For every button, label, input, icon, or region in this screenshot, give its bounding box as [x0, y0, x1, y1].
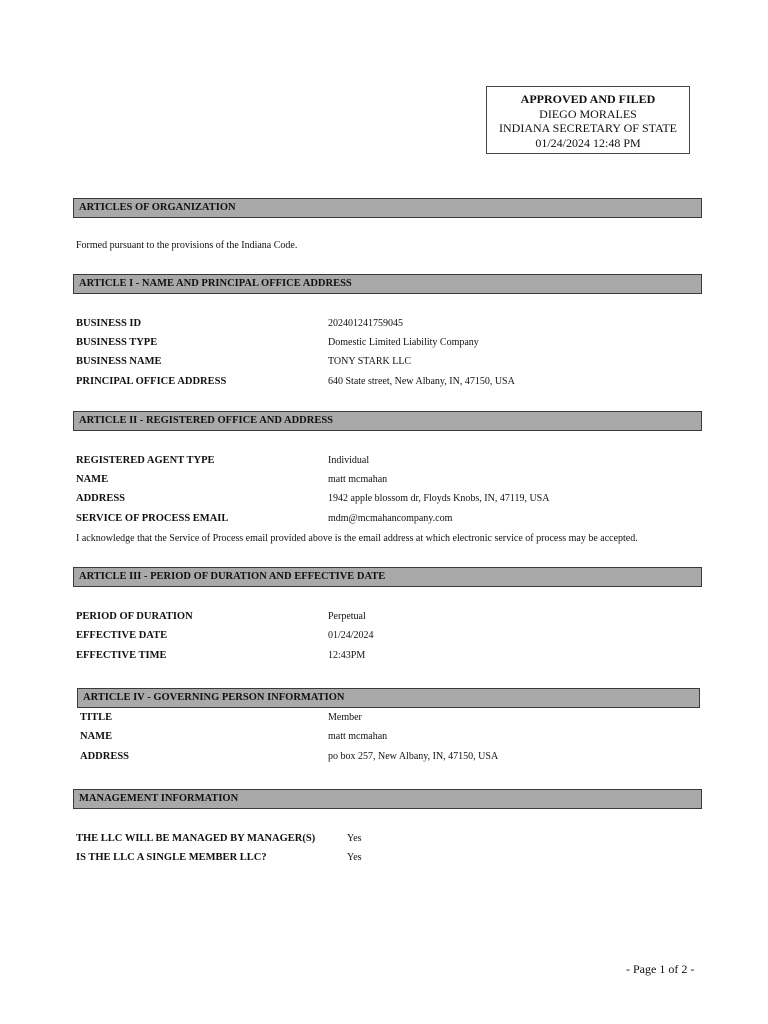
field-label-governing-address: ADDRESS — [80, 751, 130, 762]
field-value-principal-office-address: 640 State street, New Albany, IN, 47150, USA — [328, 376, 515, 387]
field-value-service-of-process-email: mdm@mcmahancompany.com — [328, 513, 453, 524]
field-label-period-of-duration: PERIOD OF DURATION — [76, 611, 193, 622]
section-heading-management: MANAGEMENT INFORMATION — [73, 789, 702, 809]
section-heading-article-2: ARTICLE II - REGISTERED OFFICE AND ADDRESS — [73, 411, 702, 431]
field-label-governing-title: TITLE — [80, 712, 113, 723]
field-label-business-type: BUSINESS TYPE — [76, 337, 158, 348]
field-label-service-of-process-email: SERVICE OF PROCESS EMAIL — [76, 513, 229, 524]
field-label-business-id: BUSINESS ID — [76, 318, 142, 329]
stamp-datetime: 01/24/2024 12:48 PM — [535, 135, 641, 150]
field-value-managed-by-managers: Yes — [347, 833, 362, 844]
field-label-agent-address: ADDRESS — [76, 493, 126, 504]
section-heading-article-3: ARTICLE III - PERIOD OF DURATION AND EFFECTIVE DATE — [73, 567, 702, 587]
stamp-name: DIEGO MORALES — [539, 106, 637, 121]
field-label-principal-office-address: PRINCIPAL OFFICE ADDRESS — [76, 376, 227, 387]
section-heading-articles-of-organization: ARTICLES OF ORGANIZATION — [73, 198, 702, 218]
field-value-business-type: Domestic Limited Liability Company — [328, 337, 479, 348]
page-number: - Page 1 of 2 - — [626, 962, 695, 976]
field-value-effective-date: 01/24/2024 — [328, 630, 374, 641]
section-heading-article-4: ARTICLE IV - GOVERNING PERSON INFORMATION — [77, 688, 700, 708]
field-label-managed-by-managers: THE LLC WILL BE MANAGED BY MANAGER(S) — [76, 833, 316, 844]
field-label-business-name: BUSINESS NAME — [76, 356, 162, 367]
field-value-agent-address: 1942 apple blossom dr, Floyds Knobs, IN, 47119, USA — [328, 493, 550, 504]
field-label-agent-name: NAME — [76, 474, 109, 485]
field-value-single-member-llc: Yes — [347, 852, 362, 863]
field-value-registered-agent-type: Individual — [328, 455, 370, 466]
field-label-effective-date: EFFECTIVE DATE — [76, 630, 168, 641]
field-value-agent-name: matt mcmahan — [328, 474, 388, 485]
filing-stamp — [486, 86, 690, 154]
field-value-period-of-duration: Perpetual — [328, 611, 366, 622]
field-label-governing-name: NAME — [80, 731, 113, 742]
intro-text: Formed pursuant to the provisions of the Indiana Code. — [76, 240, 298, 251]
field-value-governing-title: Member — [328, 712, 362, 723]
field-value-governing-address: po box 257, New Albany, IN, 47150, USA — [328, 751, 499, 762]
field-value-business-name: TONY STARK LLC — [328, 356, 412, 367]
field-value-business-id: 202401241759045 — [328, 318, 403, 329]
service-of-process-acknowledgement: I acknowledge that the Service of Process email provided above is the email address at which electronic service of process may be accepted. — [76, 533, 638, 544]
field-label-effective-time: EFFECTIVE TIME — [76, 650, 167, 661]
stamp-title: APPROVED AND FILED — [520, 92, 656, 106]
field-value-effective-time: 12:43PM — [328, 650, 366, 661]
field-value-governing-name: matt mcmahan — [328, 731, 388, 742]
stamp-office: INDIANA SECRETARY OF STATE — [499, 121, 677, 135]
field-label-registered-agent-type: REGISTERED AGENT TYPE — [76, 455, 215, 466]
section-heading-article-1: ARTICLE I - NAME AND PRINCIPAL OFFICE ADDRESS — [73, 274, 702, 294]
field-label-single-member-llc: IS THE LLC A SINGLE MEMBER LLC? — [76, 852, 267, 863]
